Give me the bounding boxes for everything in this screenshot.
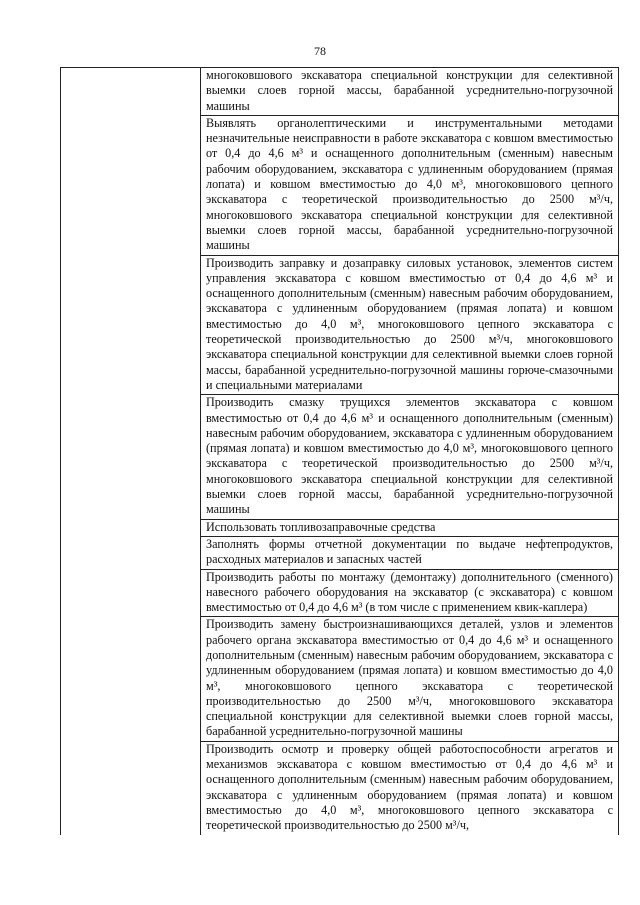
skill-cell: [201, 255, 619, 395]
skill-cell: [201, 395, 619, 519]
skill-cell: [201, 741, 619, 834]
skill-text: многоковшового экскаватора специальной конструкции для селективной выемки слоев горной массы, барабанной усреднительно-погрузочной машины: [206, 68, 613, 113]
skill-text: Производить работы по монтажу (демонтажу) дополнительного (сменного) навесного рабочего оборудования на экскаватор (с экскаватора) с ковшом вместимостью от 0,4 до 4,6 м³ (в том числе с применением квик-каплера): [206, 569, 613, 615]
skill-cell: [201, 617, 619, 741]
skill-text: Выявлять органолептическими и инструментальными методами незначительные неисправности в работе экскаватора с ковшом вместимостью от 0,4 до 4,6 м³ и оснащенного дополнительным (сменным) навесным рабочим оборудованием, экскаватора с удлиненным оборудованием (прямая лопата) и ковшом вместимостью до 4,0 м³, многоковшового цепного экскаватора с теоретической производительностью до 2500 м³/ч, многоковшового экскаватора специальной конструкции для селективной выемки слоев горной массы, барабанной усреднительно-погрузочной машины: [206, 115, 613, 253]
skill-cell: [201, 115, 619, 255]
table-row: [61, 68, 619, 116]
skill-text: Производить замену быстроизнашивающихся деталей, узлов и элементов рабочего органа экскаватора вместимостью от 0,4 до 4,6 м³ и оснащенного дополнительным (сменным) навесным рабочим оборудованием, экскаватора с удлиненным оборудованием (прямая лопата) и ковшом вместимостью до 4,0 м³, многоковшового цепного экскаватора с теоретической производительностью до 2500 м³/ч, многоковшового экскаватора специальной конструкции для селективной выемки слоев горной массы, барабанной усреднительно-погрузочной машины: [206, 617, 613, 739]
skill-text: Производить заправку и дозаправку силовых установок, элементов систем управления экскаватора с ковшом вместимостью от 0,4 до 4,6 м³ и оснащенного дополнительным (сменным) навесным рабочим оборудованием, экскаватора с удлиненным оборудованием (прямая лопата) и ковшом вместимостью до 4,0 м³, многоковшового цепного экскаватора с теоретической производительностью до 2500 м³/ч, многоковшового экскаватора специальной конструкции для селективной выемки слоев горной массы, барабанной усреднительно-погрузочной машины горюче-смазочными и специальными материалами: [206, 255, 613, 392]
skill-text: Использовать топливозаправочные средства: [206, 519, 436, 534]
skill-cell: [201, 569, 619, 617]
skill-cell: [201, 68, 619, 116]
skill-text: Производить смазку трущихся элементов экскаватора с ковшом вместимостью от 0,4 до 4,6 м³ и оснащенного дополнительным (сменным) навесным рабочим оборудованием, экскаватора с удлиненным оборудованием (прямая лопата) и ковшом вместимостью до 4,0 м³, многоковшового цепного экскаватора с теоретической производительностью до 2500 м³/ч, многоковшового экскаватора специальной конструкции для селективной выемки слоев горной массы, барабанной усреднительно-погрузочной машины: [206, 395, 613, 517]
skill-cell: [201, 519, 619, 536]
skills-table: [60, 67, 619, 835]
skill-cell: [201, 536, 619, 569]
page-number: 78: [314, 44, 326, 58]
empty-left-column-cell: [61, 68, 201, 835]
skill-text: Производить осмотр и проверку общей работоспособности агрегатов и механизмов экскаватора с ковшом вместимостью от 0,4 до 4,6 м³ и оснащенного дополнительным (сменным) навесным рабочим оборудованием, экскаватора с удлиненным оборудованием (прямая лопата) и ковшом вместимостью до 4,0 м³, многоковшового цепного экскаватора с теоретической производительностью до 2500 м³/ч,: [206, 741, 613, 833]
skill-text: Заполнять формы отчетной документации по выдаче нефтепродуктов, расходных материалов и запасных частей: [206, 536, 613, 567]
